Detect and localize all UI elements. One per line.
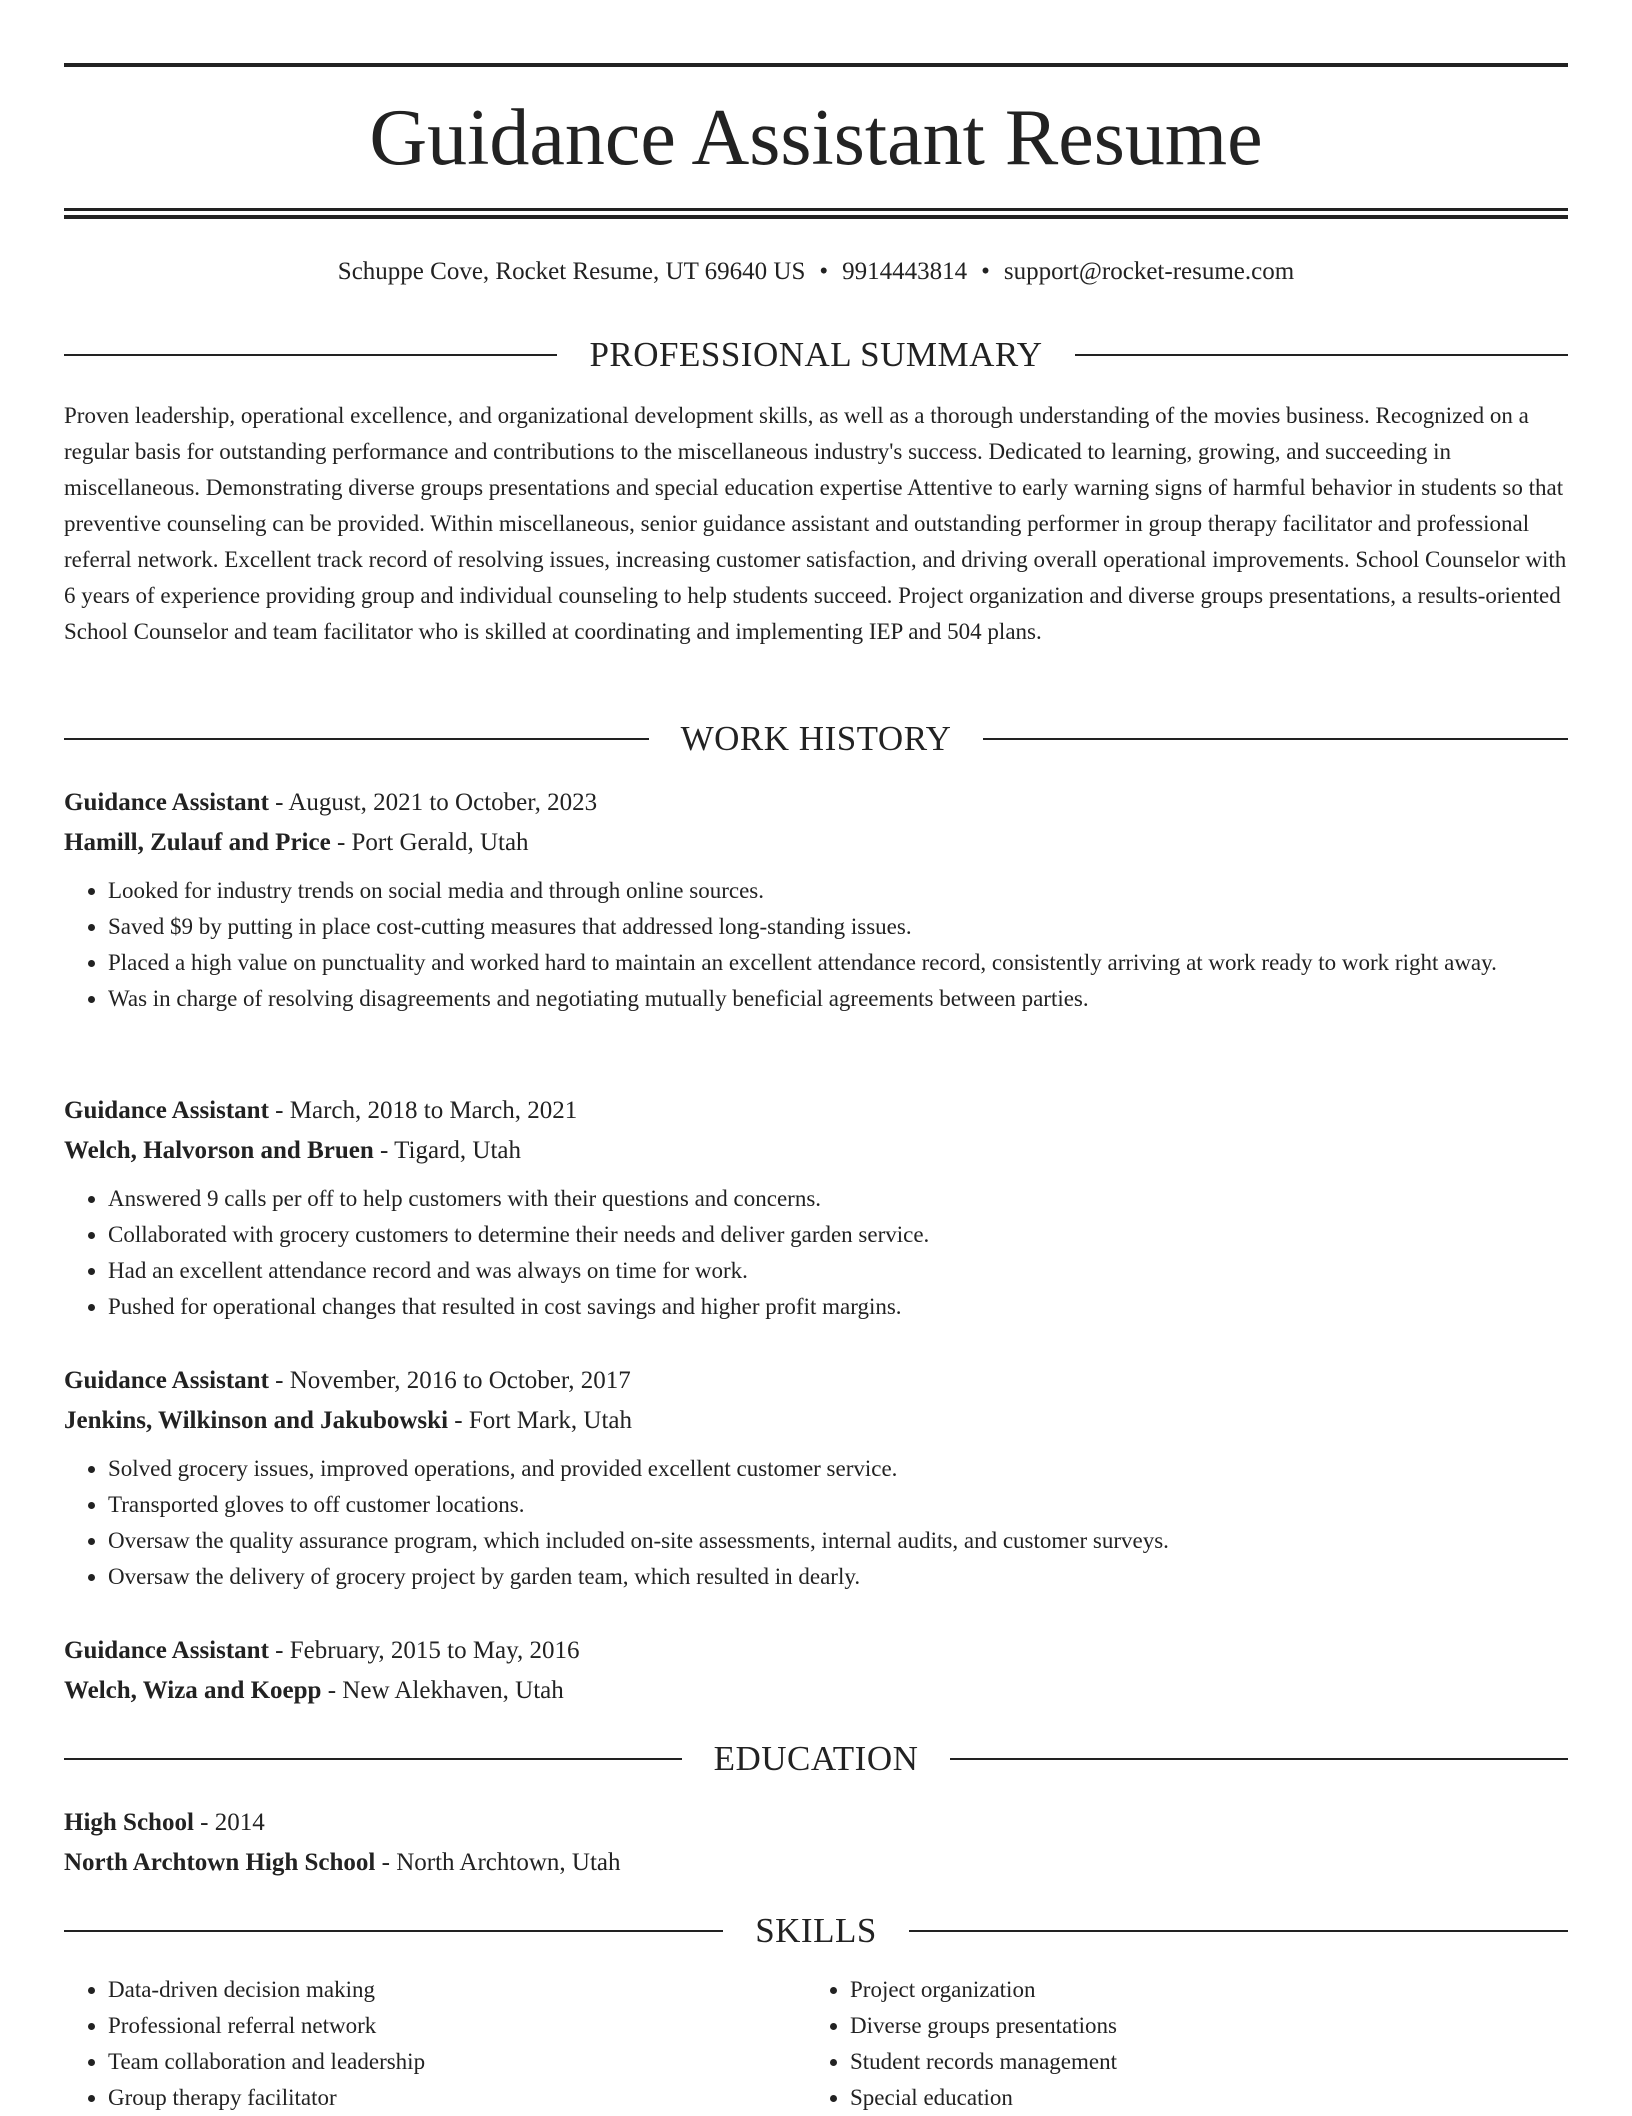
job-title-row: Guidance Assistant - February, 2015 to May, 2016: [64, 1637, 580, 1664]
heading-rule: [64, 1930, 723, 1932]
job-bullet: • Had an excellent attendance record and was always on time for work.: [108, 1253, 1568, 1289]
job-title: Guidance Assistant: [64, 1637, 269, 1664]
section-title-summary: PROFESSIONAL SUMMARY: [589, 335, 1043, 374]
job-entry: [64, 783, 1568, 1017]
job-location: Tigard, Utah: [394, 1137, 521, 1164]
heading-rule: [950, 1758, 1568, 1760]
job-bullet: • Collaborated with grocery customers to determine their needs and deliver garden service.: [108, 1217, 1568, 1253]
job-bullet: • Transported gloves to off customer locations.: [108, 1487, 1568, 1523]
job-entry: [64, 1631, 1568, 1711]
skills-list: [64, 1972, 1568, 2116]
heading-rule: [909, 1930, 1568, 1932]
heading-rule: [64, 354, 557, 356]
job-company-row: Welch, Wiza and Koepp - New Alekhaven, Utah: [64, 1677, 564, 1704]
contact-separator: •: [819, 258, 829, 285]
job-dates: February, 2015 to May, 2016: [289, 1637, 580, 1664]
heading-rule: [64, 1758, 682, 1760]
job-bullet: • Was in charge of resolving disagreements and negotiating mutually beneficial agreements between parties.: [108, 981, 1568, 1017]
skill-item: • Data-driven decision making: [108, 1972, 806, 2008]
job-bullet: • Solved grocery issues, improved operations, and provided excellent customer service.: [108, 1451, 1568, 1487]
title-double-rule: [64, 208, 1568, 219]
job-dates: March, 2018 to March, 2021: [289, 1097, 578, 1124]
contact-email[interactable]: support@rocket-resume.com: [1003, 258, 1295, 285]
job-title-row: Guidance Assistant - November, 2016 to October, 2017: [64, 1367, 631, 1394]
job-company-row: Jenkins, Wilkinson and Jakubowski - Fort Mark, Utah: [64, 1407, 633, 1434]
job-company: Welch, Halvorson and Bruen: [64, 1137, 374, 1164]
job-location: Port Gerald, Utah: [351, 829, 529, 856]
job-company: Jenkins, Wilkinson and Jakubowski: [64, 1407, 449, 1434]
education-school-row: North Archtown High School - North Archtown, Utah: [64, 1849, 621, 1876]
job-location: Fort Mark, Utah: [468, 1407, 633, 1434]
heading-rule: [1075, 354, 1568, 356]
job-bullets: [64, 1451, 1568, 1595]
job-bullet: • Oversaw the quality assurance program, which included on-site assessments, internal audits, and customer surveys.: [108, 1523, 1568, 1559]
contact-address: Schuppe Cove, Rocket Resume, UT 69640 US: [337, 258, 806, 285]
skill-item: • Professional referral network: [108, 2008, 806, 2044]
job-company: Hamill, Zulauf and Price: [64, 829, 331, 856]
job-dates: August, 2021 to October, 2023: [288, 789, 598, 816]
job-bullet: • Looked for industry trends on social media and through online sources.: [108, 873, 1568, 909]
skill-item: • Group therapy facilitator: [108, 2080, 806, 2116]
contact-line: [64, 252, 1568, 292]
education-entry: [64, 1803, 1568, 1883]
page-title: Guidance Assistant Resume: [369, 94, 1263, 182]
job-title-row: Guidance Assistant - August, 2021 to October, 2023: [64, 789, 598, 816]
education-location: North Archtown, Utah: [396, 1849, 621, 1876]
heading-rule: [983, 738, 1568, 740]
job-bullet: • Oversaw the delivery of grocery project by garden team, which resulted in dearly.: [108, 1559, 1568, 1595]
job-dates: November, 2016 to October, 2017: [289, 1367, 631, 1394]
job-company-row: Welch, Halvorson and Bruen - Tigard, Utah: [64, 1137, 521, 1164]
job-company: Welch, Wiza and Koepp: [64, 1677, 322, 1704]
skills-column-left: [64, 1972, 806, 2116]
education-degree: High School: [64, 1809, 194, 1836]
job-entry: [64, 1091, 1568, 1325]
job-bullet: • Pushed for operational changes that resulted in cost savings and higher profit margins.: [108, 1289, 1568, 1325]
job-bullet: • Answered 9 calls per off to help customers with their questions and concerns.: [108, 1181, 1568, 1217]
job-title: Guidance Assistant: [64, 1367, 269, 1394]
section-title-work: WORK HISTORY: [680, 719, 952, 758]
section-heading-summary: [64, 331, 1568, 379]
skill-item: • Diverse groups presentations: [850, 2008, 1548, 2044]
section-heading-skills: [64, 1907, 1568, 1955]
job-bullet: • Saved $9 by putting in place cost-cutting measures that addressed long-standing issues.: [108, 909, 1568, 945]
contact-separator: •: [981, 258, 990, 285]
job-location: New Alekhaven, Utah: [342, 1677, 564, 1704]
education-degree-row: High School - 2014: [64, 1809, 265, 1836]
skill-item: • Student records management: [850, 2044, 1548, 2080]
skill-item: • Project organization: [850, 1972, 1548, 2008]
job-title-row: Guidance Assistant - March, 2018 to March, 2021: [64, 1097, 578, 1124]
summary-text: Proven leadership, operational excellence, and organizational development skills, as well as a thorough understanding of the movies business. Recognized on a regular basis for outstanding performance and contributions to the miscellaneous industry's success. Dedicated to learning, growing, and succeeding in miscellaneous. Demonstrating diverse groups presentations and special education expertise Attentive to early warning signs of harmful behavior in students so that preventive counseling can be provided. Within miscellaneous, senior guidance assistant and outstanding performer in group therapy facilitator and professional referral network. Excellent track record of resolving issues, increasing customer satisfaction, and driving overall operational improvements. School Counselor with 6 years of experience providing group and individual counseling to help students succeed. Project organization and diverse groups presentations, a results-oriented School Counselor and team facilitator who is skilled at coordinating and implementing IEP and 504 plans.: [64, 403, 1567, 644]
section-title-skills: SKILLS: [755, 1911, 877, 1950]
job-company-row: Hamill, Zulauf and Price - Port Gerald, Utah: [64, 829, 529, 856]
section-title-education: EDUCATION: [713, 1739, 919, 1778]
top-rule: [64, 63, 1568, 67]
job-entry: [64, 1361, 1568, 1595]
job-bullet: • Placed a high value on punctuality and worked hard to maintain an excellent attendance record, consistently arriving at work ready to work right away.: [108, 945, 1568, 981]
job-bullets: [64, 873, 1568, 1017]
education-year: 2014: [214, 1809, 265, 1836]
skill-item: • Special education: [850, 2080, 1548, 2116]
job-title: Guidance Assistant: [64, 789, 269, 816]
education-school: North Archtown High School: [64, 1849, 376, 1876]
skills-column-right: [806, 1972, 1548, 2116]
section-heading-work: [64, 715, 1568, 763]
skill-item: • Team collaboration and leadership: [108, 2044, 806, 2080]
contact-phone: 9914443814: [842, 258, 968, 285]
section-heading-education: [64, 1735, 1568, 1783]
job-title: Guidance Assistant: [64, 1097, 269, 1124]
heading-rule: [64, 738, 649, 740]
job-bullets: [64, 1181, 1568, 1325]
